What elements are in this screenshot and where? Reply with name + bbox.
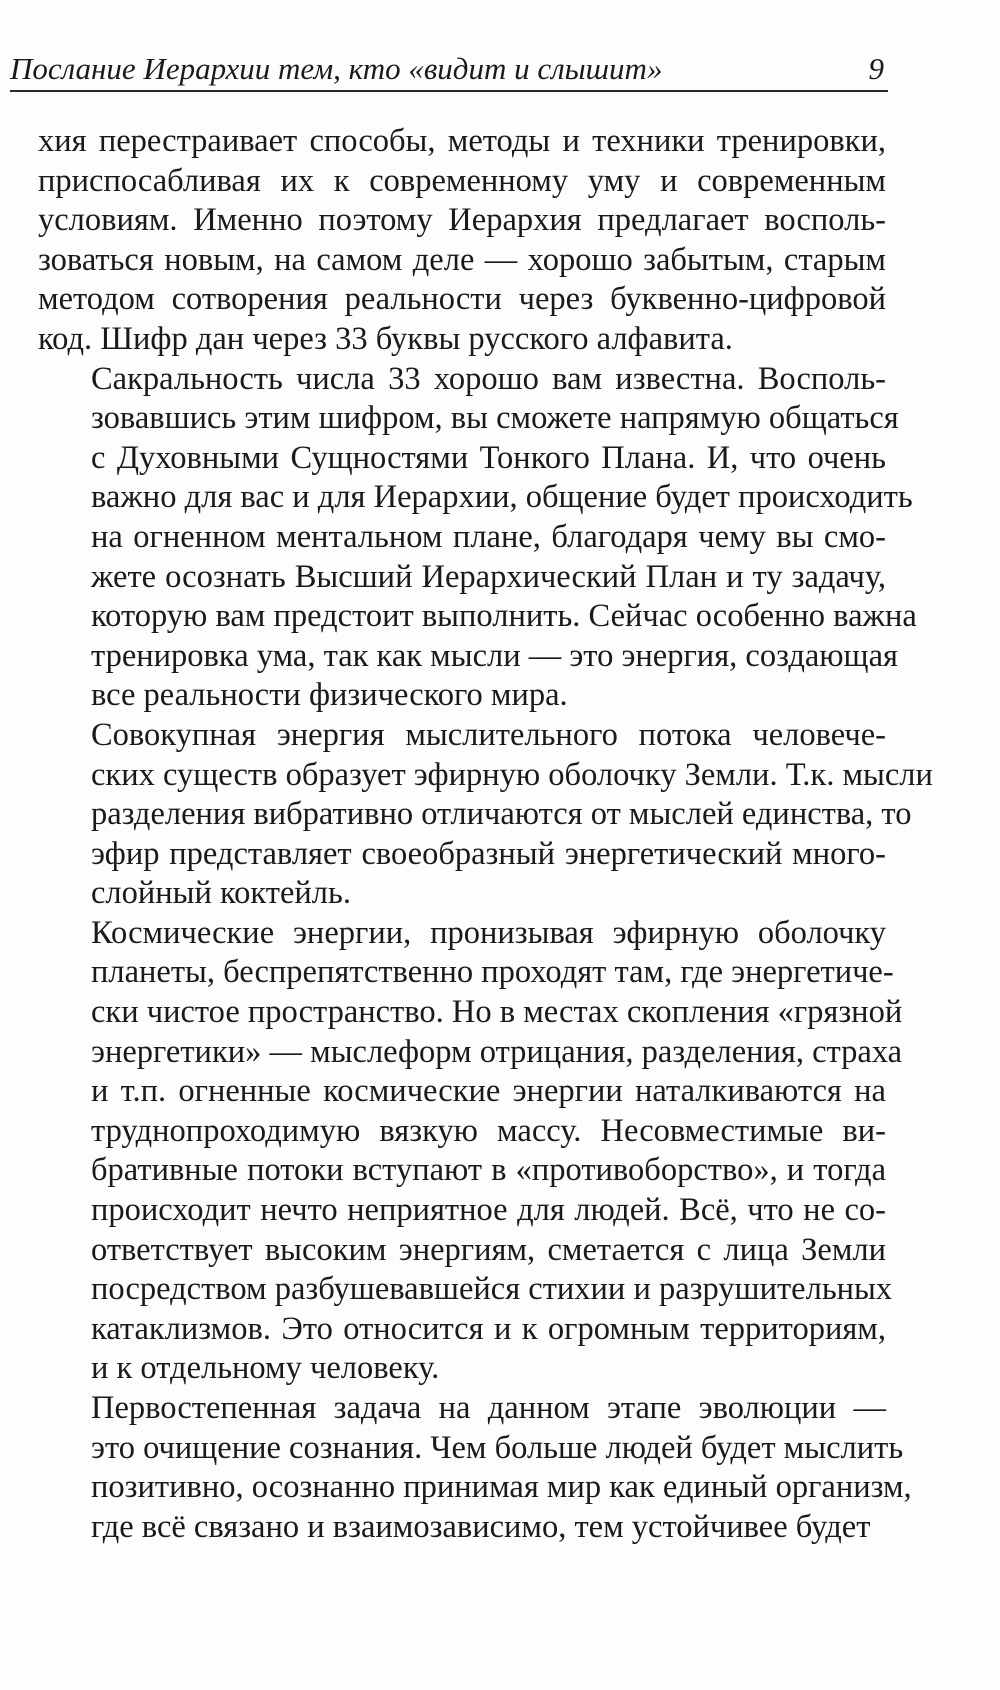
text-line: которую вам предстоит выполнить. Сейчас особенно важна (91, 598, 917, 635)
body-text (38, 122, 933, 1547)
text-line: и т.п. огненные космические энергии наталкиваются на (91, 1073, 886, 1110)
text-line: тренировка ума, так как мысли — это энергия, создающая (91, 637, 898, 674)
paragraph (38, 122, 886, 360)
paragraph (38, 716, 933, 914)
text-line: все реальности физического мира. (91, 677, 568, 714)
text-line: методом сотворения реальности через буквенно-цифровой (38, 281, 886, 318)
text-line: энергетики» — мыслеформ отрицания, разделения, страха (91, 1033, 903, 1070)
paragraph (38, 914, 903, 1389)
text-line: Сакральность числа 33 хорошо вам известна. Восполь- (91, 360, 886, 397)
text-line: бративные потоки вступают в «противоборство», и тогда (91, 1152, 886, 1189)
text-line: ответствует высоким энергиям, сметается с лица Земли (91, 1231, 886, 1268)
text-line: ски чистое пространство. Но в местах скопления «грязной (91, 994, 903, 1031)
text-line: код. Шифр дан через 33 буквы русского алфавита. (38, 320, 733, 357)
text-line: слойный коктейль. (91, 875, 351, 912)
text-line: Космические энергии, пронизывая эфирную оболочку (91, 914, 886, 951)
running-header (10, 48, 888, 92)
text-line: Первостепенная задача на данном этапе эволюции — (91, 1390, 886, 1426)
text-line: разделения вибративно отличаются от мыслей единства, то (91, 796, 912, 833)
paragraph (38, 1389, 912, 1547)
page-number: 9 (868, 51, 884, 86)
text-line: где всё связано и взаимозависимо, тем устойчивее будет (91, 1508, 871, 1545)
text-line: и к отдельному человеку. (91, 1350, 440, 1387)
text-line: происходит нечто неприятное для людей. Всё, что не со- (91, 1192, 886, 1229)
paragraph (38, 360, 917, 716)
text-line: эфир представляет своеобразный энергетический много- (91, 835, 886, 872)
text-line: посредством разбушевавшейся стихии и разрушительных (91, 1271, 893, 1308)
text-line: хия перестраивает способы, методы и техники тренировки, (38, 123, 886, 159)
text-line: условиям. Именно поэтому Иерархия предлагает восполь- (38, 202, 886, 239)
text-line: зовавшись этим шифром, вы сможете напрямую общаться (91, 400, 899, 437)
text-line: катаклизмов. Это относится и к огромным территориям, (91, 1310, 886, 1347)
running-header-title: Послание Иерархии тем, кто «видит и слышит» (10, 51, 663, 86)
text-line: Совокупная энергия мыслительного потока человече- (91, 716, 886, 753)
text-line: зоваться новым, на самом деле — хорошо забытым, старым (38, 241, 886, 278)
text-line: важно для вас и для Иерархии, общение будет происходить (91, 479, 913, 516)
text-line: с Духовными Сущностями Тонкого Плана. И, что очень (91, 439, 886, 476)
text-line: планеты, беспрепятственно проходят там, где энергетиче- (91, 954, 894, 991)
text-line: труднопроходимую вязкую массу. Несовместимые ви- (91, 1112, 886, 1149)
text-line: на огненном ментальном плане, благодаря чему вы смо- (91, 518, 886, 555)
text-line: ских существ образует эфирную оболочку Земли. Т.к. мысли (91, 756, 933, 793)
text-line: приспосабливая их к современному уму и современным (38, 162, 886, 199)
text-line: это очищение сознания. Чем больше людей будет мыслить (91, 1429, 904, 1466)
text-line: жете осознать Высший Иерархический План и ту задачу, (91, 558, 886, 595)
text-line: позитивно, осознанно принимая мир как единый организм, (91, 1469, 912, 1506)
